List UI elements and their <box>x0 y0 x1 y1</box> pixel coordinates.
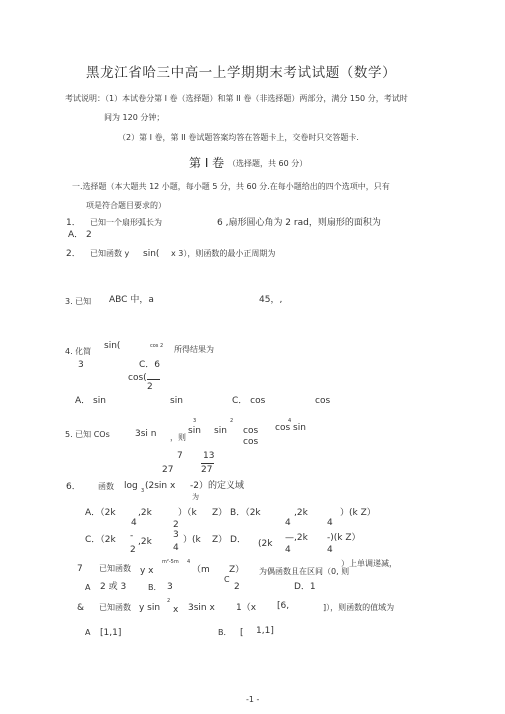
q8-stem-b: y sin <box>139 603 161 613</box>
q4-denominator: cos( <box>128 373 147 383</box>
q6-option-d-2: (2k <box>258 539 273 549</box>
q6-option-a-3: ）（k <box>178 508 197 518</box>
q6-option-d: Z） D． <box>212 535 246 545</box>
q1-number: 1． <box>66 218 81 228</box>
q5-sup-c: 4 <box>288 418 292 424</box>
q6-number: 6． <box>66 482 81 492</box>
exam-note-2: （2）第 I 卷，第 II 卷试题答案均答在答题卡上，交卷时只交答题卡. <box>118 133 359 142</box>
q5-sup-a: 3 <box>193 418 197 424</box>
q4-denominator-2: 2 <box>147 382 153 392</box>
q5-value-13: 13 <box>203 451 215 461</box>
section-subtitle: （选择题，共 60 分） <box>228 159 308 168</box>
page-title: 黑龙江省哈三中高一上学期期末考试试题（数学） <box>86 65 397 81</box>
q7-option-a-val: 2 或 3 <box>100 582 127 592</box>
q7-exponent-4: 4 <box>187 559 191 565</box>
q6-option-d-3: —,2k <box>285 533 308 543</box>
instructions-line-1: 一.选择题（本大题共 12 小题，每小题 5 分，共 60 分.在每小题给出的四个选项中，只有 <box>72 182 390 191</box>
q8-option-a-val: [1,1] <box>100 628 122 638</box>
q6-option-c-3: ）(k <box>183 535 201 545</box>
q5-stem-c: ，则 <box>170 433 186 442</box>
q5-stem-b: 3si n <box>135 429 157 439</box>
q4-option-a2: sin <box>170 396 183 406</box>
q4-option-d: cos <box>315 396 331 406</box>
q4-option-b: 3 <box>78 360 84 370</box>
q2-stem-c: x 3），则函数的最小正周期为 <box>171 249 276 258</box>
q8-number: & <box>77 603 85 613</box>
page-number: -1 - <box>246 695 260 704</box>
q5-fraction-bar <box>201 463 214 464</box>
exam-note-1: 考试说明：（1）本试卷分第 I 卷（选择题）和第 II 卷（非选择题）两部分，满分 150 分，考试时 <box>65 94 408 103</box>
q5-cos-a: cos <box>243 426 259 436</box>
q6-log: log <box>124 481 138 491</box>
q7-option-d: D．1 <box>294 582 316 592</box>
q6-arg: (2sin x <box>145 481 176 491</box>
q2-number: 2． <box>66 249 81 259</box>
q8-option-b-val: [ <box>240 628 244 638</box>
section-title: 第 I 卷 <box>189 156 225 170</box>
q6-option-b-3: ）(k Z） <box>340 508 376 518</box>
q6-a-den-4: 4 <box>131 518 137 528</box>
q3-stem-c: 45，, <box>259 295 283 305</box>
exam-note-1-cont: 间为 120 分钟； <box>104 113 165 122</box>
q7-stem-f: ）上单调递减， <box>341 559 397 568</box>
q8-stem-x: x <box>173 605 179 615</box>
q7-option-a: A <box>85 583 91 592</box>
q8-stem-e: [6, <box>277 601 290 611</box>
q5-sin-a: sin <box>188 426 201 436</box>
q2-stem-a: 已知函数 y <box>90 249 130 258</box>
q4-option-a: A． sin <box>75 396 106 406</box>
q8-option-b: B． <box>218 628 232 637</box>
q5-stem-a: 5. 已知 COs <box>65 430 110 439</box>
instructions-line-2: 项是符合题目要求的） <box>86 201 166 210</box>
q3-stem-b: ABC 中，a <box>109 295 154 305</box>
q4-option-c: C． cos <box>232 396 266 406</box>
q6-option-c-2: ,2k <box>138 537 152 547</box>
q6-stem-c: 为 <box>192 493 199 501</box>
q5-sup-b: 2 <box>230 418 234 424</box>
q8-option-a: A <box>85 628 91 637</box>
q7-stem-e: 为偶函数且在区间（0, 则 <box>259 567 350 576</box>
q6-option-c: C．（2k <box>85 535 116 545</box>
q6-c-num-3: 3 <box>173 530 179 540</box>
q7-option-b: B． <box>148 583 162 592</box>
q5-value-27a: 27 <box>162 465 174 475</box>
q6-c-den-4: 4 <box>173 543 179 553</box>
q5-cos-b: cos <box>243 437 259 447</box>
q1-stem-b: 6 ,扇形圆心角为 2 rad，则扇形的面积为 <box>217 218 381 228</box>
q4-stem-b: sin( <box>104 341 121 351</box>
q7-option-c-val: 2 <box>234 582 240 592</box>
q3-stem-a: 3. 已知 <box>65 297 92 306</box>
q1-option-a: A． 2 <box>68 230 92 240</box>
q8-stem-f: ]），则函数的值域为 <box>323 603 395 612</box>
q7-stem-d: Z） <box>229 565 245 575</box>
q7-stem-b: y x <box>140 566 154 576</box>
q5-value-27b: 27 <box>201 465 213 475</box>
q8-stem-c: 3sin x <box>188 603 215 613</box>
q5-cos-sin: cos sin <box>275 423 306 433</box>
q7-option-b-val: 3 <box>167 582 173 592</box>
q6-stem-a: 函数 <box>98 482 114 491</box>
q6-b-den-4a: 4 <box>285 518 291 528</box>
q4-stem-d: 所得结果为 <box>174 345 214 354</box>
q6-option-a-2: ,2k <box>138 508 152 518</box>
q8-option-b-val-2: 1,1] <box>256 626 274 636</box>
q6-option-b: Z） B．（2k <box>212 508 261 518</box>
q6-log-base: 3 <box>141 488 145 494</box>
q6-option-d-4: -)(k Z） <box>327 533 361 543</box>
q4-fraction-bar <box>147 379 160 380</box>
q4-option-c: C．6 <box>139 360 161 370</box>
q8-stem-a: 已知函数 <box>99 603 131 612</box>
q6-b-den-4b: 4 <box>327 518 333 528</box>
q7-number: 7 <box>77 564 83 574</box>
q4-stem-a: 4. 化简 <box>65 347 92 356</box>
q7-option-c: C <box>224 575 230 584</box>
q7-exponent: m²-5m <box>162 559 179 565</box>
q5-sin-b: sin <box>214 426 227 436</box>
q6-option-c-minus: - <box>130 531 134 541</box>
q6-d-den-4a: 4 <box>285 545 291 555</box>
q6-option-a: A．（2k <box>85 508 116 518</box>
q8-exponent: 2 <box>167 598 171 604</box>
q6-c-den-2: 2 <box>130 545 136 555</box>
q6-stem-b: -2）的定义域 <box>190 481 244 491</box>
q7-stem-a: 已知函数 <box>99 564 131 573</box>
q6-a-den-2: 2 <box>173 520 179 530</box>
q1-stem-a: 已知一个扇形弧长为 <box>90 218 162 227</box>
q2-stem-b: sin( <box>143 249 160 259</box>
q8-stem-d: 1（x <box>236 603 257 613</box>
q7-stem-c: （m <box>192 565 210 575</box>
q4-stem-c: cos 2 <box>150 343 164 349</box>
q6-option-b-2: ,2k <box>294 508 308 518</box>
q6-d-den-4b: 4 <box>327 545 333 555</box>
q5-value-7: 7 <box>177 451 183 461</box>
